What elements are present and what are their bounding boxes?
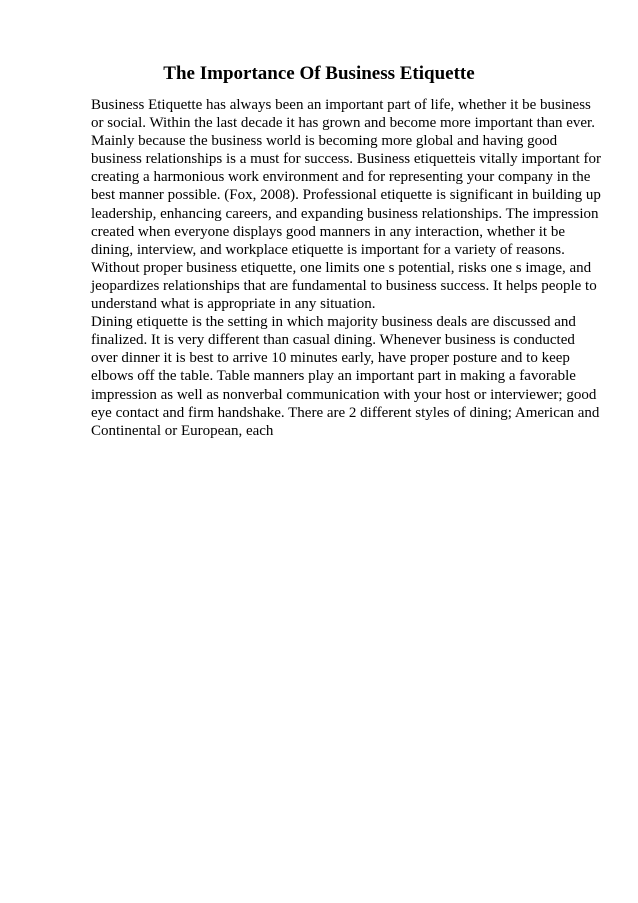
text-line: Continental or European, each bbox=[91, 422, 274, 439]
text-line: or social. Within the last decade it has grown and become more important than ever. bbox=[91, 115, 595, 132]
text-line: created when everyone displays good manners in any interaction, whether it be bbox=[91, 223, 566, 240]
text-line: impression as well as nonverbal communication with your host or interviewer; good bbox=[91, 386, 597, 403]
text-line: best manner possible. (Fox, 2008). Professional etiquette is significant in building up bbox=[91, 187, 601, 204]
text-line: Without proper business etiquette, one limits one s potential, risks one s image, and bbox=[91, 259, 592, 276]
document-title: The Importance Of Business Etiquette bbox=[163, 63, 475, 84]
text-line: leadership, enhancing careers, and expanding business relationships. The impression bbox=[91, 205, 599, 222]
paragraph-1 bbox=[91, 96, 601, 313]
text-line: eye contact and firm handshake. There are 2 different styles of dining; American and bbox=[91, 404, 600, 421]
text-line: Business Etiquette has always been an important part of life, whether it be business bbox=[91, 97, 591, 113]
document-body bbox=[91, 96, 601, 440]
text-line: understand what is appropriate in any situation. bbox=[91, 296, 376, 313]
text-line: creating a harmonious work environment and for representing your company in the bbox=[91, 169, 591, 186]
text-line: finalized. It is very different than casual dining. Whenever business is conducted bbox=[91, 332, 575, 349]
text-line: over dinner it is best to arrive 10 minutes early, have proper posture and to keep bbox=[91, 350, 570, 367]
text-line: jeopardizes relationships that are fundamental to business success. It helps people to bbox=[91, 277, 597, 294]
text-line: dining, interview, and workplace etiquette is important for a variety of reasons. bbox=[91, 241, 565, 258]
text-line: Dining etiquette is the setting in which majority business deals are discussed and bbox=[91, 314, 576, 331]
text-line: Mainly because the business world is becoming more global and having good bbox=[91, 133, 558, 150]
text-line: elbows off the table. Table manners play an important part in making a favorable bbox=[91, 368, 576, 385]
text-line: business relationships is a must for success. Business etiquetteis vitally important for bbox=[91, 151, 601, 168]
paragraph-2 bbox=[91, 313, 601, 440]
